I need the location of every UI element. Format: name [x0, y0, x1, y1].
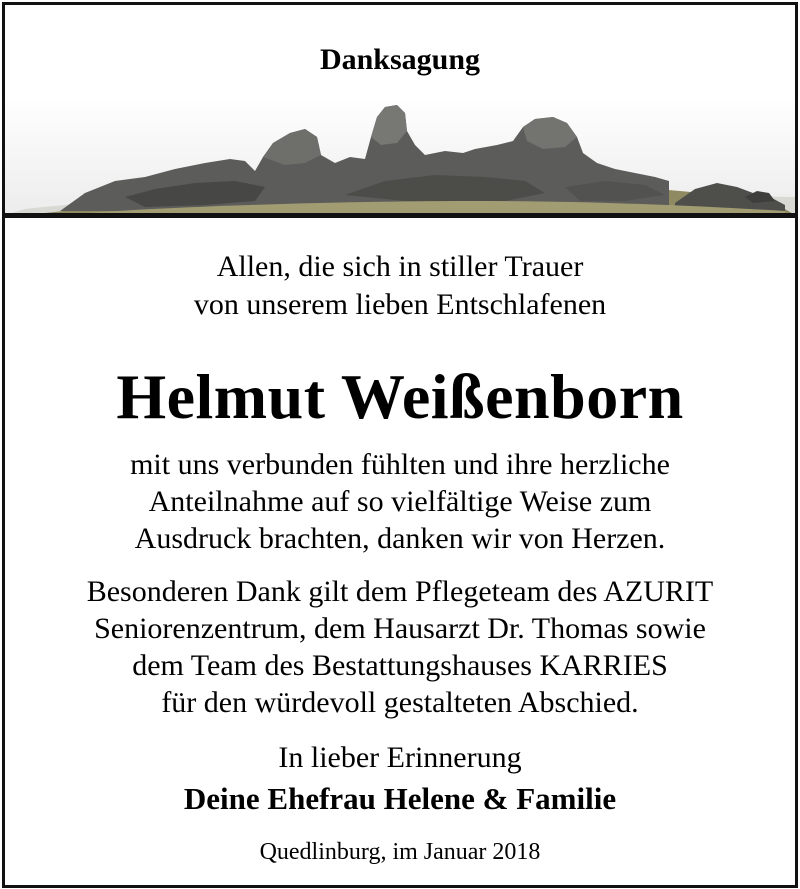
- intro-line: von unserem lieben Entschlafenen: [193, 288, 607, 321]
- intro-text: [5, 248, 795, 324]
- closing-line: In lieber Erinnerung: [278, 741, 522, 774]
- rock-landscape-icon: [5, 97, 795, 215]
- special-thanks-line: dem Team des Bestattungshauses KARRIES: [132, 649, 668, 682]
- notice-title: Danksagung: [319, 43, 481, 76]
- signature: Deine Ehefrau Helene & Familie: [183, 781, 617, 816]
- place-date: Quedlinburg, im Januar 2018: [259, 839, 541, 865]
- thanks-line: Anteilnahme auf so vielfältige Weise zum: [148, 485, 652, 518]
- special-thanks-line: für den würdevoll gestalteten Abschied.: [161, 686, 639, 719]
- special-thanks-paragraph: [5, 573, 795, 721]
- header-divider: [5, 213, 795, 218]
- special-thanks-line: Besonderen Dank gilt dem Pflegeteam des AZURIT: [86, 575, 714, 608]
- thanks-line: mit uns verbunden fühlten und ihre herzliche: [130, 448, 670, 481]
- special-thanks-line: Seniorenzentrum, dem Hausarzt Dr. Thomas sowie: [94, 612, 706, 645]
- deceased-name: Helmut Weißenborn: [116, 361, 684, 432]
- thanks-paragraph: [5, 446, 795, 557]
- thanks-line: Ausdruck brachten, danken wir von Herzen.: [134, 522, 666, 555]
- notice-frame: [2, 2, 798, 888]
- intro-line: Allen, die sich in stiller Trauer: [216, 250, 584, 283]
